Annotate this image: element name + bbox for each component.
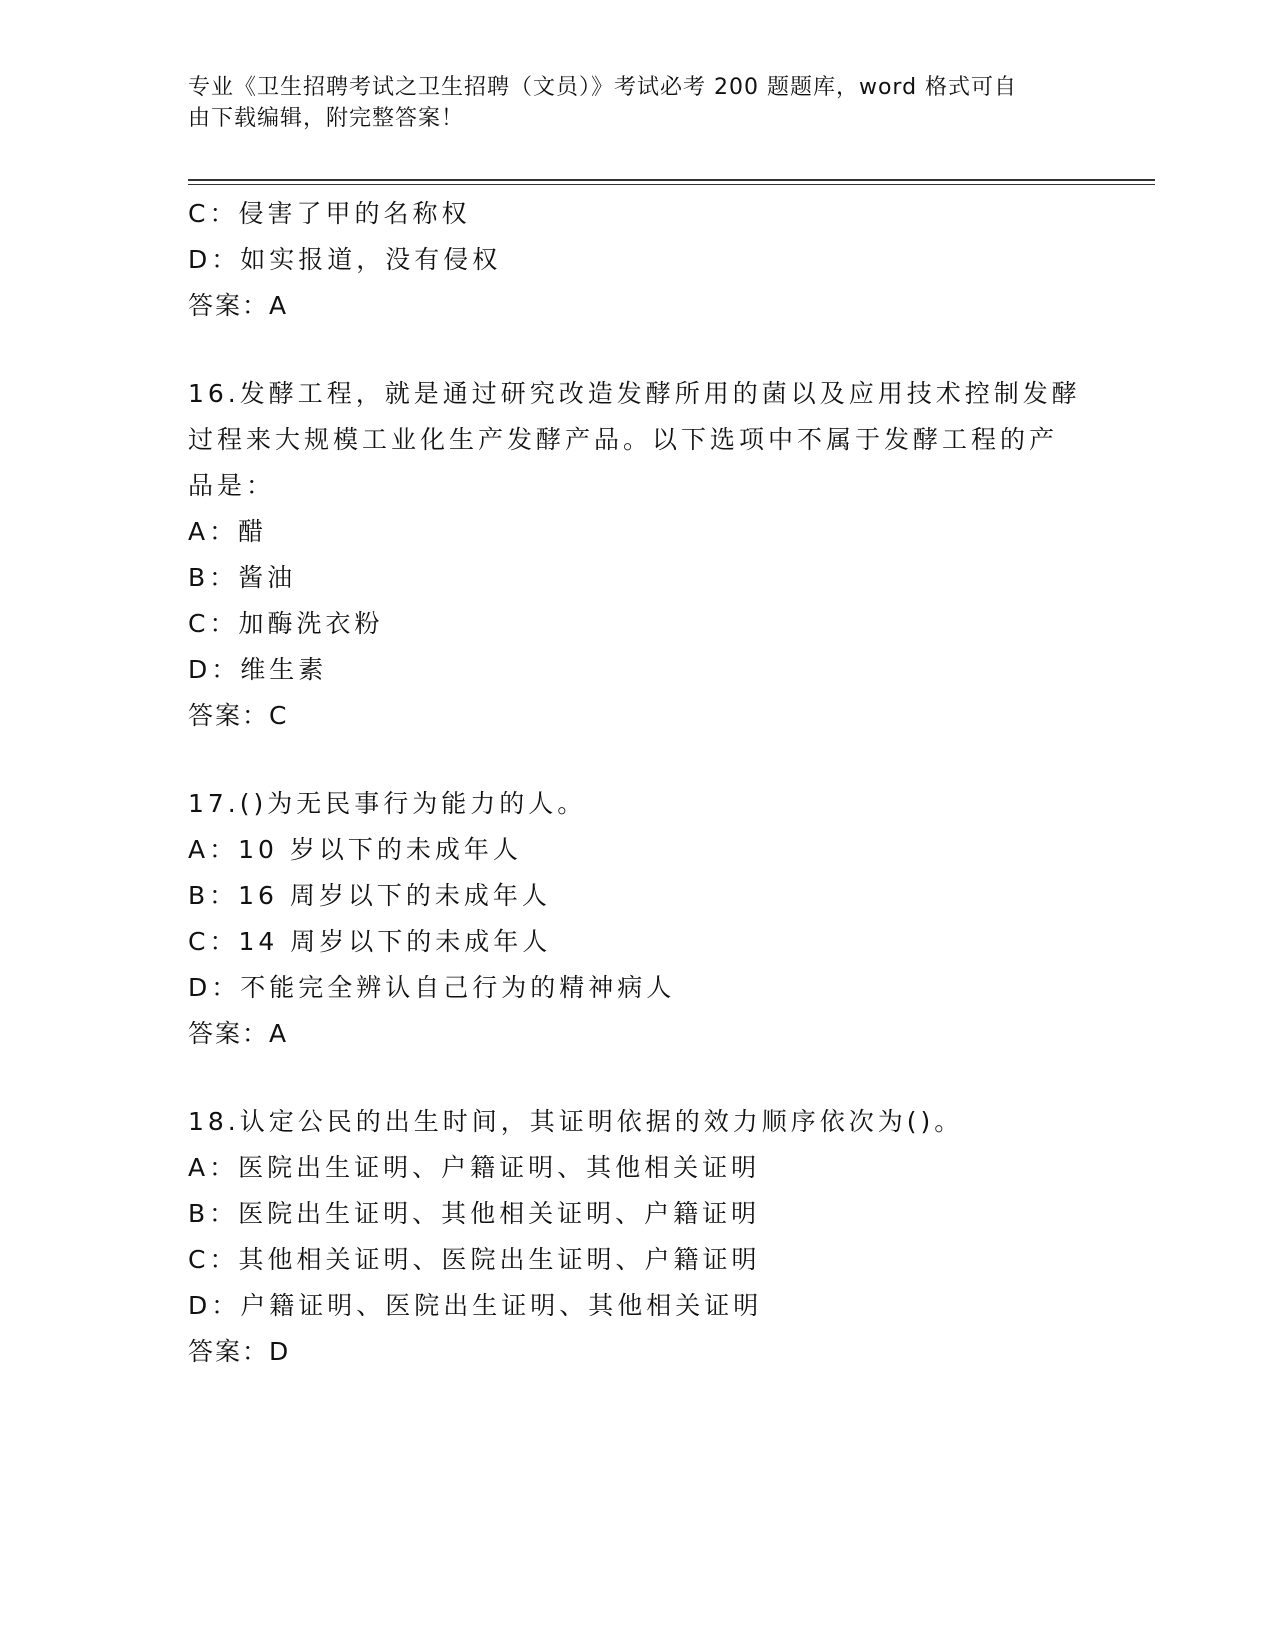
header-title-line-2: 由下载编辑，附完整答案！ [188,106,465,131]
carryover-question [188,191,1088,329]
question-stem-line: 过程来大规模工业化生产发酵产品。以下选项中不属于发酵工程的产 [188,425,1059,454]
option-a: A：医院出生证明、户籍证明、其他相关证明 [188,1153,761,1182]
option-b: B：医院出生证明、其他相关证明、户籍证明 [188,1199,761,1228]
option-b: B：酱油 [188,563,297,592]
option-d: D：维生素 [188,655,328,684]
option-a: A：10 岁以下的未成年人 [188,835,522,864]
question-17 [188,781,1088,1057]
option-c: C：侵害了甲的名称权 [188,199,471,228]
option-d: D：如实报道，没有侵权 [188,245,502,274]
option-c: C：加酶洗衣粉 [188,609,384,638]
question-content [188,191,1088,1375]
document-header [188,72,1068,134]
option-b: B：16 周岁以下的未成年人 [188,881,551,910]
question-stem-line: 18.认定公民的出生时间，其证明依据的效力顺序依次为()。 [188,1107,964,1136]
answer-line: 答案：A [188,291,289,320]
question-16 [188,371,1088,739]
question-stem-line: 16.发酵工程，就是通过研究改造发酵所用的菌以及应用技术控制发酵 [188,379,1081,408]
header-divider-thick [188,179,1155,181]
answer-line: 答案：A [188,1019,289,1048]
question-18 [188,1099,1088,1375]
header-title-line-1: 专业《卫生招聘考试之卫生招聘（文员）》考试必考 200 题题库，word 格式可自 [188,75,1018,100]
answer-line: 答案：D [188,1337,291,1366]
question-stem-line: 品是： [188,471,276,500]
question-stem-line: 17.()为无民事行为能力的人。 [188,789,587,818]
option-d: D：户籍证明、医院出生证明、其他相关证明 [188,1291,763,1320]
option-c: C：14 周岁以下的未成年人 [188,927,552,956]
option-a: A：醋 [188,517,268,546]
header-divider-thin [188,184,1155,185]
option-d: D：不能完全辨认自己行为的精神病人 [188,973,676,1002]
answer-line: 答案：C [188,701,289,730]
option-c: C：其他相关证明、医院出生证明、户籍证明 [188,1245,761,1274]
